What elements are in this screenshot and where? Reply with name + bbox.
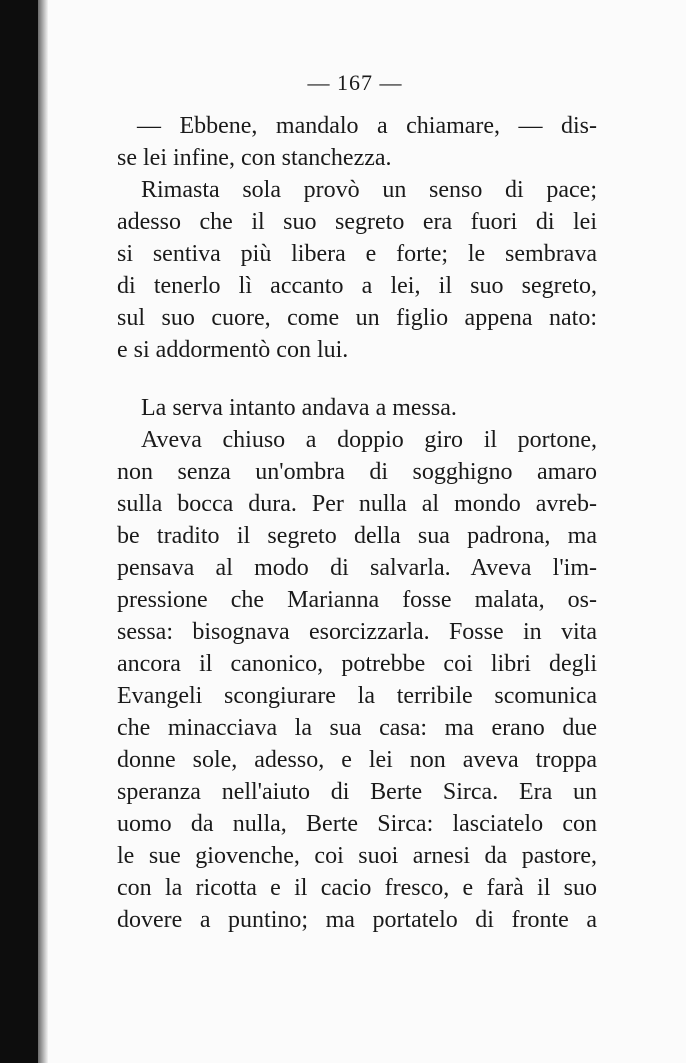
text-line: sulla bocca dura. Per nulla al mondo avreb- bbox=[117, 491, 597, 517]
text-line: — Ebbene, mandalo a chiamare, — dis- bbox=[137, 113, 597, 139]
text-line: con la ricotta e il cacio fresco, e farà il suo bbox=[117, 875, 597, 901]
text-line: di tenerlo lì accanto a lei, il suo segreto, bbox=[117, 273, 597, 299]
text-line: La serva intanto andava a messa. bbox=[141, 395, 457, 421]
text-line: non senza un'ombra di sogghigno amaro bbox=[117, 459, 597, 485]
text-line: si sentiva più libera e forte; le sembrava bbox=[117, 241, 597, 267]
text-line: Evangeli scongiurare la terribile scomunica bbox=[117, 683, 597, 709]
text-line: sul suo cuore, come un figlio appena nato: bbox=[117, 305, 597, 331]
text-block-top bbox=[117, 110, 597, 366]
text-block-bottom bbox=[117, 392, 597, 936]
text-line: Rimasta sola provò un senso di pace; bbox=[141, 177, 597, 203]
gutter-shadow bbox=[38, 0, 48, 1063]
text-line: adesso che il suo segreto era fuori di lei bbox=[117, 209, 597, 235]
text-line: speranza nell'aiuto di Berte Sirca. Era un bbox=[117, 779, 597, 805]
text-line: se lei infine, con stanchezza. bbox=[117, 145, 392, 171]
text-line: uomo da nulla, Berte Sirca: lasciatelo con bbox=[117, 811, 597, 837]
text-line: Aveva chiuso a doppio giro il portone, bbox=[141, 427, 597, 453]
text-line: be tradito il segreto della sua padrona, ma bbox=[117, 523, 597, 549]
text-line: le sue giovenche, coi suoi arnesi da pastore, bbox=[117, 843, 597, 869]
text-line: dovere a puntino; ma portatelo di fronte a bbox=[117, 907, 597, 933]
text-line: pensava al modo di salvarla. Aveva l'im- bbox=[117, 555, 597, 581]
book-gutter bbox=[0, 0, 38, 1063]
text-line: e si addormentò con lui. bbox=[117, 337, 349, 363]
text-line: che minacciava la sua casa: ma erano due bbox=[117, 715, 597, 741]
text-line: donne sole, adesso, e lei non aveva troppa bbox=[117, 747, 597, 773]
page-number: — 167 — bbox=[307, 70, 403, 95]
text-line: ancora il canonico, potrebbe coi libri degli bbox=[117, 651, 597, 677]
text-line: sessa: bisognava esorcizzarla. Fosse in vita bbox=[117, 619, 597, 645]
text-line: pressione che Marianna fosse malata, os- bbox=[117, 587, 597, 613]
